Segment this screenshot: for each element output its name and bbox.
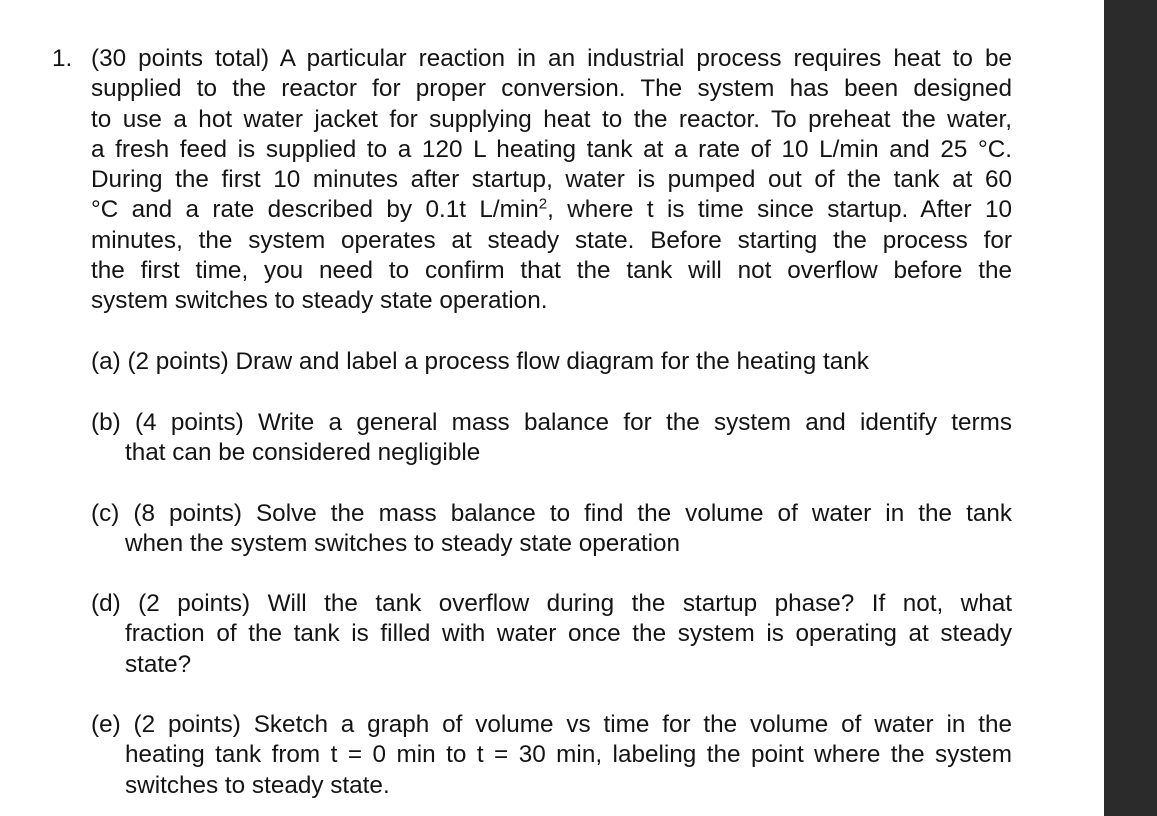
part-line: (b) (4 points) Write a general mass balance for the system and identify terms [91,408,1012,436]
part-line: (d) (2 points) Will the tank overflow during the startup phase? If not, what [91,590,1012,618]
stem-line: system switches to steady state operation. [91,287,548,315]
part-line: fraction of the tank is filled with water once the system is operating at steady [125,620,1012,648]
side-panel [1104,0,1157,816]
part-line: (c) (8 points) Solve the mass balance to find the volume of water in the tank [91,499,1012,527]
stem-line: minutes, the system operates at steady state. Before starting the process for [91,226,1012,254]
stem-line: to use a hot water jacket for supplying heat to the reactor. To preheat the water, [91,105,1012,133]
part-line: (a) (2 points) Draw and label a process flow diagram for the heating tank [91,347,869,375]
part-e [91,710,1012,801]
stem-line: supplied to the reactor for proper conversion. The system has been designed [91,75,1012,103]
problem-text [52,44,1012,801]
question-number: 1. [52,45,73,72]
part-b [91,408,1012,469]
part-line: heating tank from t = 0 min to t = 30 min, labeling the point where the system [125,741,1012,769]
question-1 [52,44,1012,317]
stem-line: (30 points total) A particular reaction in an industrial process requires heat to be [91,45,1012,72]
part-c [91,499,1012,560]
superscript: 2 [538,196,548,214]
stem-line-part: , where t is time since startup. After 10 [547,196,1013,224]
part-a [91,347,1012,377]
part-d [91,589,1012,680]
part-line: switches to steady state. [125,771,390,799]
stem-line [91,195,1012,225]
part-line: when the system switches to steady state operation [125,529,681,557]
part-line: state? [125,650,192,678]
stem-line-part: °C and a rate described by 0.1t L/min [91,196,539,224]
part-line: that can be considered negligible [125,439,481,467]
question-stem [91,44,1012,317]
stem-line: During the first 10 minutes after startup, water is pumped out of the tank at 60 [91,166,1012,194]
part-line: (e) (2 points) Sketch a graph of volume vs time for the volume of water in the [91,711,1012,739]
stem-line: the first time, you need to confirm that the tank will not overflow before the [91,257,1012,285]
stem-line: a fresh feed is supplied to a 120 L heating tank at a rate of 10 L/min and 25 °C. [91,135,1012,163]
